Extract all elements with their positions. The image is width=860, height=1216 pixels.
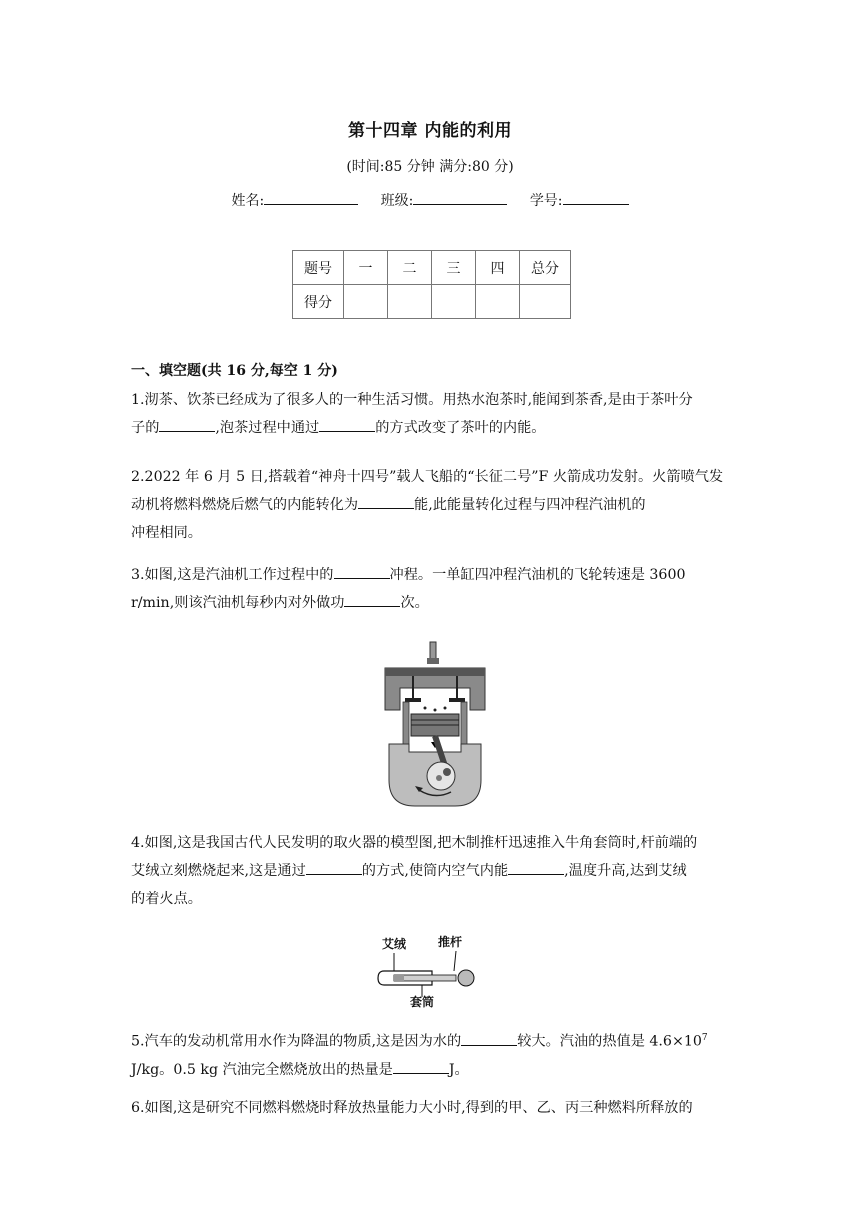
fire-starter-diagram <box>370 935 490 1010</box>
answer-blank[interactable] <box>461 1031 517 1046</box>
question-text: 动机将燃料燃烧后燃气的内能转化为 能,此能量转化过程与四冲程汽油机的 <box>131 491 731 519</box>
question-text: 6.如图,这是研究不同燃料燃烧时释放热量能力大小时,得到的甲、乙、丙三种燃料所释放的 <box>131 1100 693 1116</box>
student-info-line <box>0 190 860 210</box>
question-text: 艾绒立刻燃烧起来,这是通过 的方式,使筒内空气内能 ,温度升高,达到艾绒 <box>131 857 731 885</box>
score-cell[interactable] <box>520 285 571 319</box>
question-text: 4.如图,这是我国古代人民发明的取火器的模型图,把木制推杆迅速推入牛角套筒时,杆前端的 <box>131 835 698 851</box>
score-cell[interactable] <box>476 285 520 319</box>
score-cell[interactable] <box>388 285 432 319</box>
answer-blank[interactable] <box>334 564 390 579</box>
push-rod-label: 推杆 <box>438 935 463 949</box>
score-table-header-row <box>293 251 571 285</box>
answer-blank[interactable] <box>306 860 362 875</box>
page-title: 第十四章 内能的利用 <box>348 121 512 141</box>
question-6 <box>131 1094 731 1122</box>
engine-diagram <box>375 640 495 808</box>
answer-blank[interactable] <box>159 417 215 432</box>
score-header-cell: 总分 <box>520 251 571 285</box>
class-blank[interactable] <box>413 190 507 205</box>
section-heading: 一、填空题(共 16 分,每空 1 分) <box>131 363 338 379</box>
score-table-score-row <box>293 285 571 319</box>
question-text: 1.沏茶、饮茶已经成为了很多人的一种生活习惯。用热水泡茶时,能闻到茶香,是由于茶叶分 <box>131 392 693 408</box>
score-row-label: 得分 <box>293 285 344 319</box>
answer-blank[interactable] <box>344 592 400 607</box>
answer-blank[interactable] <box>393 1059 449 1074</box>
id-blank[interactable] <box>563 190 629 205</box>
question-text: 的着火点。 <box>131 891 202 907</box>
sleeve-label: 套筒 <box>410 995 435 1009</box>
class-label: 班级: <box>380 193 414 209</box>
answer-blank[interactable] <box>508 860 564 875</box>
name-label: 姓名: <box>231 193 265 209</box>
question-5 <box>131 1024 731 1084</box>
question-text: 冲程相同。 <box>131 525 202 541</box>
question-1 <box>131 386 731 442</box>
score-header-cell: 二 <box>388 251 432 285</box>
id-label: 学号: <box>529 193 563 209</box>
question-text: 2.2022 年 6 月 5 日,搭载着“神舟十四号”载人飞船的“长征二号”F 火箭成功发射。火箭喷气发 <box>131 469 724 485</box>
score-header-cell: 题号 <box>293 251 344 285</box>
name-blank[interactable] <box>264 190 358 205</box>
question-4 <box>131 829 731 913</box>
score-header-cell: 四 <box>476 251 520 285</box>
score-header-cell: 一 <box>344 251 388 285</box>
tinder-label: 艾绒 <box>382 937 407 951</box>
question-text: 3.如图,这是汽油机工作过程中的 冲程。一单缸四冲程汽油机的飞轮转速是 3600 <box>131 561 731 589</box>
score-cell[interactable] <box>432 285 476 319</box>
question-text: J/kg。0.5 kg 汽油完全燃烧放出的热量是 J。 <box>131 1056 731 1084</box>
question-3 <box>131 561 731 617</box>
question-text: 子的 ,泡茶过程中通过 的方式改变了茶叶的内能。 <box>131 414 731 442</box>
score-header-cell: 三 <box>432 251 476 285</box>
answer-blank[interactable] <box>358 494 414 509</box>
question-2 <box>131 463 731 547</box>
fire-starter-drawing <box>370 945 490 1005</box>
score-cell[interactable] <box>344 285 388 319</box>
exam-subtitle: (时间:85 分钟 满分:80 分) <box>346 159 514 175</box>
answer-blank[interactable] <box>319 417 375 432</box>
score-table <box>292 250 571 319</box>
question-text: 5.汽车的发动机常用水作为降温的物质,这是因为水的 较大。汽油的热值是 $4.6\times 10^7$ <box>131 1024 731 1056</box>
question-text: r/min,则该汽油机每秒内对外做功 次。 <box>131 589 731 617</box>
